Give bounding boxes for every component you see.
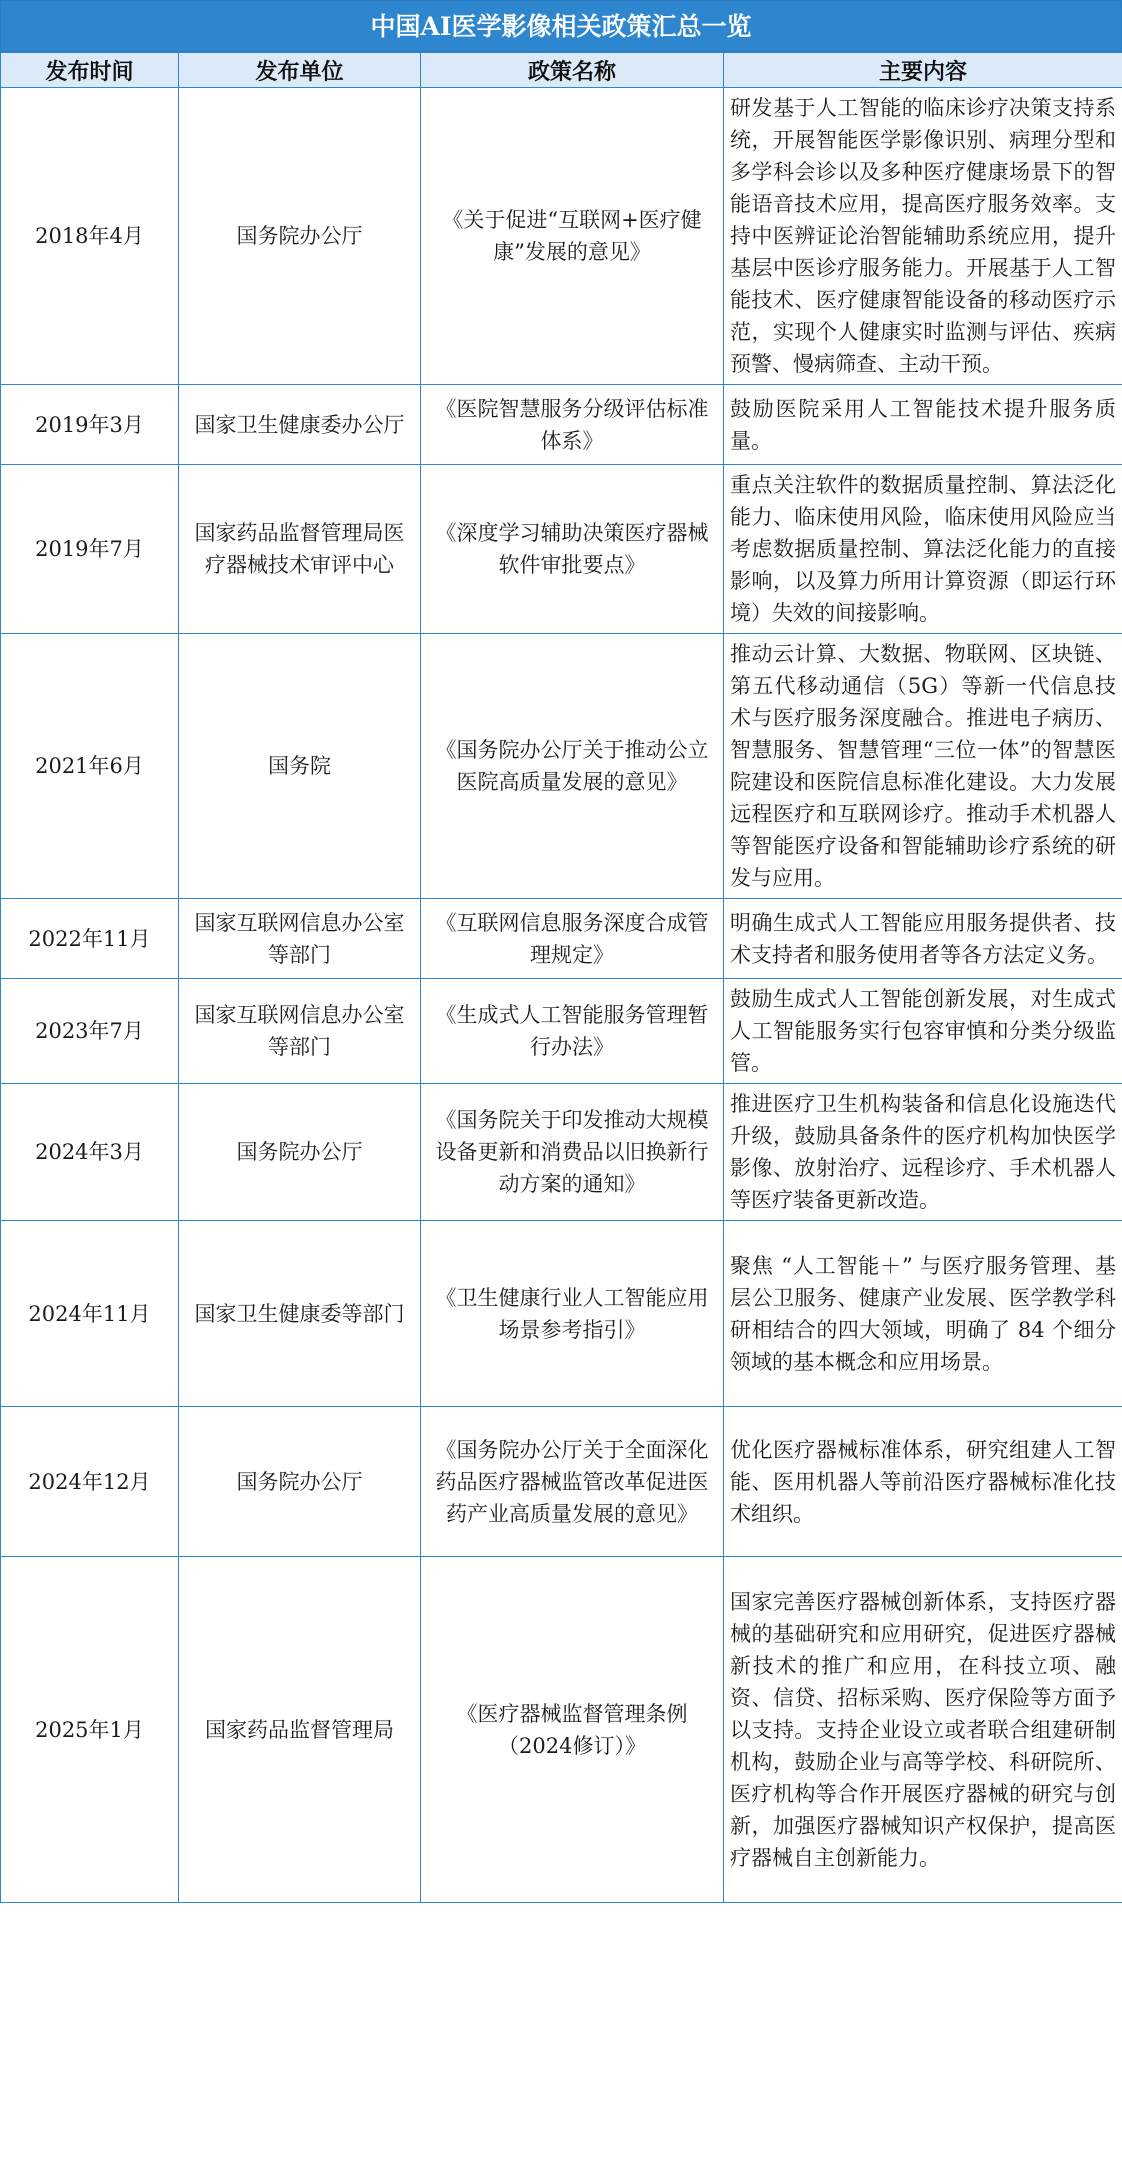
cell-policy: 《国务院办公厅关于推动公立医院高质量发展的意见》 — [421, 634, 724, 899]
table-row — [1, 899, 1122, 979]
cell-date: 2022年11月 — [1, 899, 179, 979]
cell-content: 推动云计算、大数据、物联网、区块链、第五代移动通信（5G）等新一代信息技术与医疗服务深度融合。推进电子病历、智慧服务、智慧管理“三位一体”的智慧医院建设和医院信息标准化建设。大力发展远程医疗和互联网诊疗。推动手术机器人等智能医疗设备和智能辅助诊疗系统的研发与应用。 — [724, 634, 1122, 899]
header-issuer: 发布单位 — [179, 53, 421, 88]
cell-issuer: 国务院 — [179, 634, 421, 899]
cell-content: 国家完善医疗器械创新体系，支持医疗器械的基础研究和应用研究，促进医疗器械新技术的推广和应用，在科技立项、融资、信贷、招标采购、医疗保险等方面予以支持。支持企业设立或者联合组建研制机构，鼓励企业与高等学校、科研院所、医疗机构等合作开展医疗器械的研究与创新，加强医疗器械知识产权保护，提高医疗器械自主创新能力。 — [724, 1557, 1122, 1903]
header-policy: 政策名称 — [421, 53, 724, 88]
cell-policy: 《医疗器械监督管理条例（2024修订）》 — [421, 1557, 724, 1903]
cell-policy: 《医院智慧服务分级评估标准体系》 — [421, 385, 724, 465]
cell-content: 聚焦 “人工智能＋” 与医疗服务管理、基层公卫服务、健康产业发展、医学教学科研相结合的四大领域，明确了 84 个细分领域的基本概念和应用场景。 — [724, 1221, 1122, 1407]
table-row — [1, 1407, 1122, 1557]
cell-policy: 《国务院关于印发推动大规模设备更新和消费品以旧换新行动方案的通知》 — [421, 1084, 724, 1221]
cell-content: 鼓励生成式人工智能创新发展，对生成式人工智能服务实行包容审慎和分类分级监管。 — [724, 979, 1122, 1084]
cell-issuer: 国家互联网信息办公室等部门 — [179, 979, 421, 1084]
cell-issuer: 国务院办公厅 — [179, 88, 421, 385]
cell-issuer: 国务院办公厅 — [179, 1407, 421, 1557]
cell-content: 明确生成式人工智能应用服务提供者、技术支持者和服务使用者等各方法定义务。 — [724, 899, 1122, 979]
cell-content: 鼓励医院采用人工智能技术提升服务质量。 — [724, 385, 1122, 465]
cell-content: 重点关注软件的数据质量控制、算法泛化能力、临床使用风险，临床使用风险应当考虑数据质量控制、算法泛化能力的直接影响，以及算力所用计算资源（即运行环境）失效的间接影响。 — [724, 465, 1122, 634]
cell-issuer: 国家药品监督管理局医疗器械技术审评中心 — [179, 465, 421, 634]
table-row — [1, 88, 1122, 385]
cell-issuer: 国家卫生健康委办公厅 — [179, 385, 421, 465]
header-row — [1, 53, 1122, 88]
cell-policy: 《关于促进“互联网+医疗健康”发展的意见》 — [421, 88, 724, 385]
cell-date: 2024年3月 — [1, 1084, 179, 1221]
cell-issuer: 国务院办公厅 — [179, 1084, 421, 1221]
cell-content: 推进医疗卫生机构装备和信息化设施迭代升级，鼓励具备条件的医疗机构加快医学影像、放射治疗、远程诊疗、手术机器人等医疗装备更新改造。 — [724, 1084, 1122, 1221]
table-row — [1, 634, 1122, 899]
cell-date: 2024年12月 — [1, 1407, 179, 1557]
cell-issuer: 国家卫生健康委等部门 — [179, 1221, 421, 1407]
cell-policy: 《生成式人工智能服务管理暂行办法》 — [421, 979, 724, 1084]
cell-date: 2023年7月 — [1, 979, 179, 1084]
cell-date: 2018年4月 — [1, 88, 179, 385]
table-row — [1, 979, 1122, 1084]
table-row — [1, 465, 1122, 634]
table-row — [1, 1221, 1122, 1407]
cell-content: 研发基于人工智能的临床诊疗决策支持系统，开展智能医学影像识别、病理分型和多学科会诊以及多种医疗健康场景下的智能语音技术应用，提高医疗服务效率。支持中医辨证论治智能辅助系统应用，提升基层中医诊疗服务能力。开展基于人工智能技术、医疗健康智能设备的移动医疗示范，实现个人健康实时监测与评估、疾病预警、慢病筛查、主动干预。 — [724, 88, 1122, 385]
cell-content: 优化医疗器械标准体系，研究组建人工智能、医用机器人等前沿医疗器械标准化技术组织。 — [724, 1407, 1122, 1557]
cell-issuer: 国家药品监督管理局 — [179, 1557, 421, 1903]
cell-date: 2021年6月 — [1, 634, 179, 899]
header-date: 发布时间 — [1, 53, 179, 88]
cell-date: 2019年3月 — [1, 385, 179, 465]
table-row — [1, 1084, 1122, 1221]
cell-date: 2025年1月 — [1, 1557, 179, 1903]
cell-policy: 《互联网信息服务深度合成管理规定》 — [421, 899, 724, 979]
cell-issuer: 国家互联网信息办公室等部门 — [179, 899, 421, 979]
table-row — [1, 385, 1122, 465]
cell-policy: 《深度学习辅助决策医疗器械软件审批要点》 — [421, 465, 724, 634]
cell-policy: 《国务院办公厅关于全面深化药品医疗器械监管改革促进医药产业高质量发展的意见》 — [421, 1407, 724, 1557]
table-title: 中国AI医学影像相关政策汇总一览 — [0, 0, 1122, 52]
cell-date: 2024年11月 — [1, 1221, 179, 1407]
policy-table — [0, 52, 1122, 1903]
cell-date: 2019年7月 — [1, 465, 179, 634]
cell-policy: 《卫生健康行业人工智能应用场景参考指引》 — [421, 1221, 724, 1407]
table-row — [1, 1557, 1122, 1903]
header-content: 主要内容 — [724, 53, 1122, 88]
